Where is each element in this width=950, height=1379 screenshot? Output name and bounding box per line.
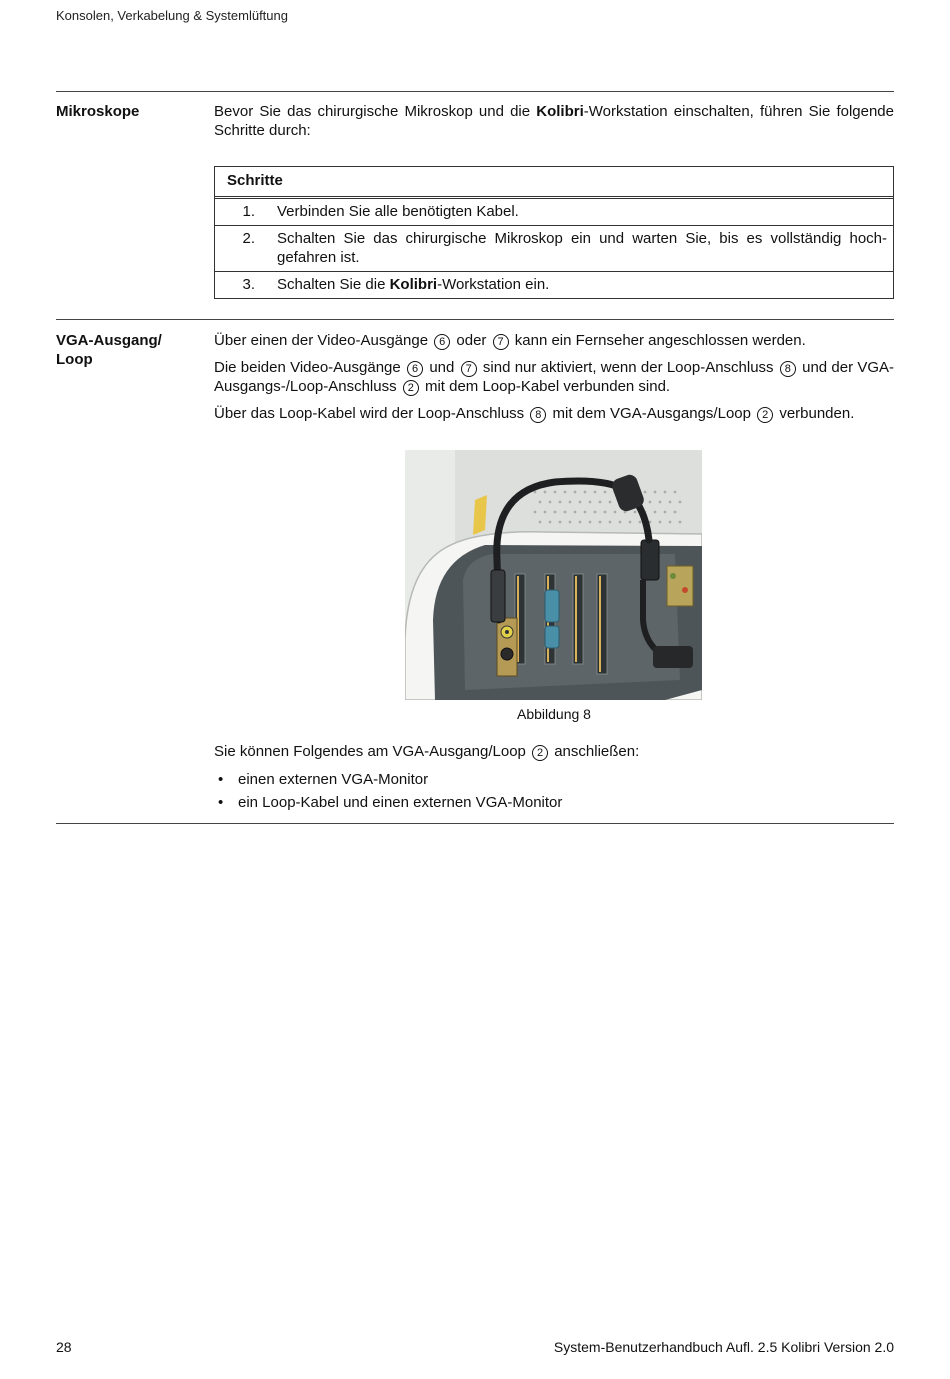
step-text: Verbinden Sie alle benötigten Kabel. <box>277 203 519 220</box>
step-row <box>215 199 893 225</box>
text-run: kann ein Fernseher angeschlossen werden. <box>514 332 806 349</box>
paragraph <box>214 331 894 350</box>
intro-text-before: Bevor Sie das chirurgische Mikroskop und die <box>214 103 537 120</box>
step-text-after: -Workstation ein. <box>437 276 550 293</box>
callout-number: 6 <box>407 361 423 377</box>
callout-number: 2 <box>532 745 548 761</box>
text-run: Sie können Folgendes am VGA-Ausgang/Loop <box>214 743 526 760</box>
step-row <box>215 225 893 271</box>
step-text: Schalten Sie das chirurgische Mikroskop ein und warten Sie, bis es vollständig hoch-gefahren ist. <box>277 230 887 266</box>
paragraph <box>214 742 894 761</box>
steps-table-header: Schritte <box>215 167 893 199</box>
step-row <box>215 271 893 298</box>
text-run: verbunden. <box>779 405 855 422</box>
text-run: Über einen der Video-Ausgänge <box>214 332 429 349</box>
text-run: mit dem Loop-Kabel verbunden sind. <box>424 378 671 395</box>
paragraph <box>214 358 894 396</box>
step-number: 1. <box>242 203 255 220</box>
text-run: und der VGA-Ausgangs-/Loop-Anschluss <box>214 359 895 395</box>
callout-number: 7 <box>493 334 509 350</box>
list-item <box>214 768 894 791</box>
section-heading-mikroskope: Mikroskope <box>56 103 140 120</box>
photo-illustration <box>405 450 702 700</box>
list-item <box>214 791 894 814</box>
brand-name: Kolibri <box>536 103 584 120</box>
text-run: sind nur aktiviert, wenn der Loop-Anschluss <box>482 359 774 376</box>
text-run: oder <box>456 332 487 349</box>
bullet-icon: • <box>218 794 224 811</box>
step-number: 3. <box>242 276 255 293</box>
section-divider <box>56 823 894 824</box>
step-text <box>277 275 893 294</box>
text-run: Über das Loop-Kabel wird der Loop-Anschluss <box>214 405 525 422</box>
list-item-text: einen externen VGA-Monitor <box>238 771 429 788</box>
callout-number: 8 <box>530 407 546 423</box>
step-number: 2. <box>242 230 255 247</box>
brand-name: Kolibri <box>389 276 438 293</box>
text-run: Die beiden Video-Ausgänge <box>214 359 401 376</box>
running-header: Konsolen, Verkabelung & Systemlüftung <box>56 8 288 23</box>
page-number: 28 <box>56 1339 72 1355</box>
text-run: und <box>429 359 455 376</box>
vga-connect-intro <box>214 742 894 769</box>
text-run: anschließen: <box>554 743 640 760</box>
steps-table <box>214 166 894 299</box>
text-run: mit dem VGA-Ausgangs/Loop <box>552 405 751 422</box>
callout-number: 2 <box>757 407 773 423</box>
section-heading-vga-loop: VGA-Ausgang/ Loop <box>56 332 162 368</box>
mikroskope-intro <box>214 102 894 148</box>
callout-number: 2 <box>403 380 419 396</box>
callout-number: 7 <box>461 361 477 377</box>
vga-loop-text <box>214 331 894 431</box>
bullet-list <box>214 768 894 814</box>
callout-number: 8 <box>780 361 796 377</box>
step-text-before: Schalten Sie die <box>277 276 390 293</box>
section-divider <box>56 91 894 92</box>
figure-caption: Abbildung 8 <box>517 706 591 722</box>
section-divider <box>56 319 894 320</box>
intro-text-after: -Workstation einschalten, führen Sie folgende Schritte durch: <box>214 103 894 139</box>
list-item-text: ein Loop-Kabel und einen externen VGA-Monitor <box>238 794 563 811</box>
bullet-icon: • <box>218 771 224 788</box>
workstation-rear-panel-photo <box>405 450 702 700</box>
footer-document-title: System-Benutzerhandbuch Aufl. 2.5 Kolibri Version 2.0 <box>553 1339 894 1355</box>
paragraph <box>214 404 894 423</box>
callout-number: 6 <box>434 334 450 350</box>
